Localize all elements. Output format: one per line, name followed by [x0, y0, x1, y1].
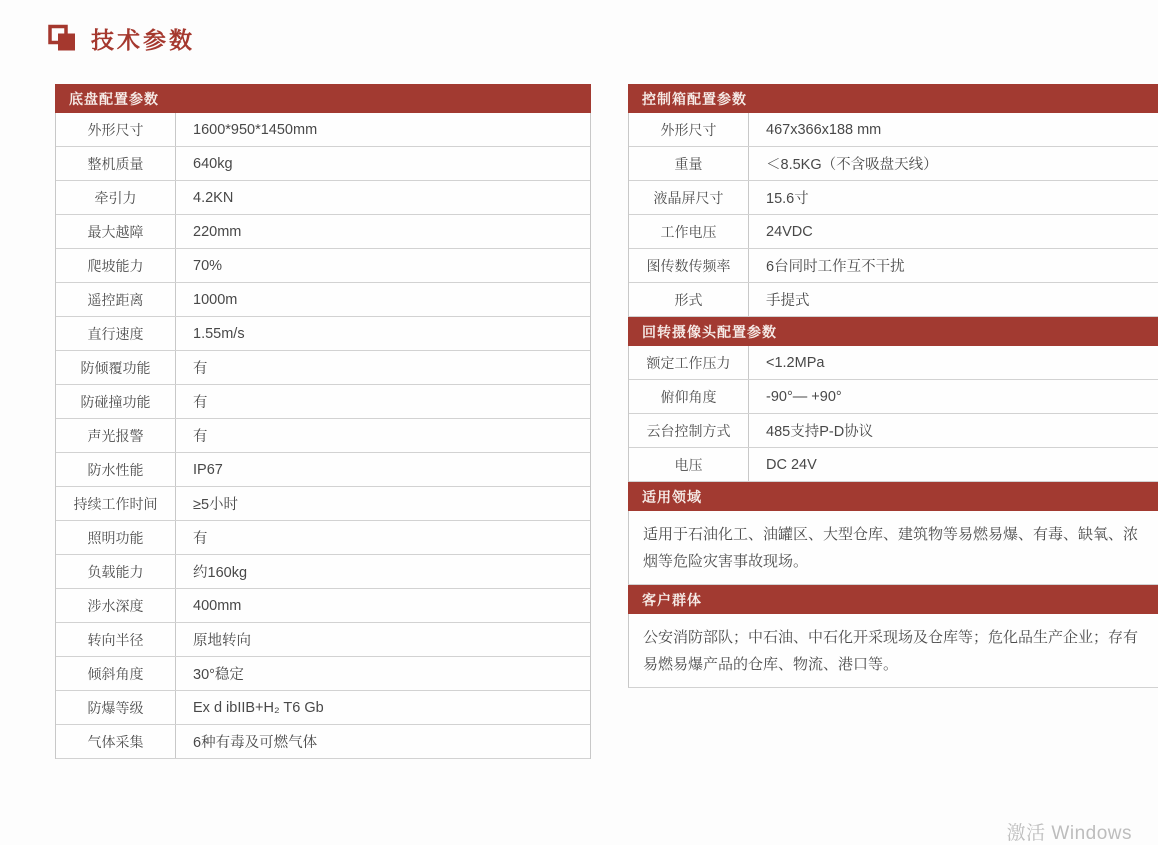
table-row — [629, 448, 1158, 482]
param-label: 电压 — [629, 448, 749, 481]
param-value: Ex d ibIIB+H₂ T6 Gb — [193, 699, 324, 716]
param-value: 6种有毒及可燃气体 — [193, 735, 318, 751]
param-label: 云台控制方式 — [629, 414, 749, 447]
customers-section-text: 公安消防部队；中石油、中石化开采现场及仓库等；危化品生产企业；存有易燃易爆产品的仓库、物流、港口等。 — [628, 614, 1158, 688]
param-label: 最大越障 — [56, 215, 176, 248]
table-row — [56, 147, 590, 181]
param-label: 俯仰角度 — [629, 380, 749, 413]
param-value: 1.55m/s — [193, 325, 245, 342]
table-row — [629, 283, 1158, 317]
param-value: 640kg — [193, 155, 233, 172]
param-value: 有 — [193, 395, 208, 411]
table-row — [56, 555, 590, 589]
param-value: 原地转向 — [193, 633, 251, 649]
table-row — [629, 346, 1158, 380]
table-row — [56, 317, 590, 351]
table-row — [56, 691, 590, 725]
param-value: 有 — [193, 429, 208, 445]
table-row — [56, 283, 590, 317]
param-value: 30°稳定 — [193, 667, 244, 683]
param-value: 400mm — [193, 597, 242, 614]
chassis-table-header: 底盘配置参数 — [55, 84, 591, 113]
param-label: 图传数传频率 — [629, 249, 749, 282]
param-label: 外形尺寸 — [56, 113, 176, 146]
param-label: 涉水深度 — [56, 589, 176, 622]
chassis-table — [55, 113, 591, 759]
overlapping-squares-icon — [48, 24, 78, 54]
right-panel — [628, 84, 1158, 688]
table-row — [56, 589, 590, 623]
table-row — [629, 215, 1158, 249]
param-value: 有 — [193, 531, 208, 547]
param-label: 爬坡能力 — [56, 249, 176, 282]
param-value: ≥5小时 — [193, 497, 239, 513]
table-row — [629, 181, 1158, 215]
param-label: 额定工作压力 — [629, 346, 749, 379]
customers-section-header: 客户群体 — [628, 585, 1158, 614]
param-label: 牵引力 — [56, 181, 176, 214]
param-label: 形式 — [629, 283, 749, 316]
table-row — [56, 181, 590, 215]
param-value: 70% — [193, 257, 223, 274]
camera-table — [628, 346, 1158, 482]
table-row — [56, 419, 590, 453]
param-value: 24VDC — [766, 223, 813, 240]
param-label: 重量 — [629, 147, 749, 180]
param-label: 声光报警 — [56, 419, 176, 452]
table-row — [56, 521, 590, 555]
table-row — [56, 385, 590, 419]
table-row — [56, 351, 590, 385]
param-value: <1.2MPa — [766, 354, 825, 371]
param-label: 防倾覆功能 — [56, 351, 176, 384]
param-value: 1600*950*1450mm — [193, 121, 318, 138]
application-section-header: 适用领域 — [628, 482, 1158, 511]
param-label: 防水性能 — [56, 453, 176, 486]
table-row — [56, 623, 590, 657]
param-value: 有 — [193, 361, 208, 377]
application-section-text: 适用于石油化工、油罐区、大型仓库、建筑物等易燃易爆、有毒、缺氧、浓烟等危险灾害事故现场。 — [628, 511, 1158, 585]
table-row — [56, 725, 590, 759]
param-value: -90°— +90° — [766, 388, 842, 405]
table-row — [56, 657, 590, 691]
param-value: 485支持P-D协议 — [766, 424, 874, 440]
table-row — [629, 147, 1158, 181]
param-label: 转向半径 — [56, 623, 176, 656]
param-value: DC 24V — [766, 456, 817, 473]
table-row — [56, 113, 590, 147]
param-label: 外形尺寸 — [629, 113, 749, 146]
table-row — [56, 249, 590, 283]
table-row — [629, 113, 1158, 147]
param-label: 液晶屏尺寸 — [629, 181, 749, 214]
param-label: 防碰撞功能 — [56, 385, 176, 418]
param-value: 1000m — [193, 291, 238, 308]
page-title-row — [48, 22, 195, 55]
param-label: 防爆等级 — [56, 691, 176, 724]
param-value: 手提式 — [766, 293, 810, 309]
param-label: 照明功能 — [56, 521, 176, 554]
param-label: 工作电压 — [629, 215, 749, 248]
table-row — [56, 487, 590, 521]
camera-table-header: 回转摄像头配置参数 — [628, 317, 1158, 346]
param-label: 倾斜角度 — [56, 657, 176, 690]
control-box-table-header: 控制箱配置参数 — [628, 84, 1158, 113]
param-label: 负载能力 — [56, 555, 176, 588]
param-label: 持续工作时间 — [56, 487, 176, 520]
page-title: 技术参数 — [91, 27, 195, 53]
chassis-panel — [55, 84, 591, 759]
param-value: ＜8.5KG（不含吸盘天线） — [766, 157, 938, 173]
param-value: 6台同时工作互不干扰 — [766, 259, 905, 275]
table-row — [629, 249, 1158, 283]
param-value: 15.6寸 — [766, 191, 809, 207]
param-value: 467x366x188 mm — [766, 121, 882, 138]
param-label: 气体采集 — [56, 725, 176, 758]
param-label: 直行速度 — [56, 317, 176, 350]
table-row — [629, 414, 1158, 448]
table-row — [56, 453, 590, 487]
param-value: 4.2KN — [193, 189, 234, 206]
windows-activation-watermark: 激活 Windows — [1006, 823, 1132, 844]
param-value: 约160kg — [193, 565, 248, 581]
table-row — [56, 215, 590, 249]
control-box-table — [628, 113, 1158, 317]
param-label: 整机质量 — [56, 147, 176, 180]
param-value: IP67 — [193, 461, 223, 478]
param-value: 220mm — [193, 223, 242, 240]
table-row — [629, 380, 1158, 414]
param-label: 遥控距离 — [56, 283, 176, 316]
